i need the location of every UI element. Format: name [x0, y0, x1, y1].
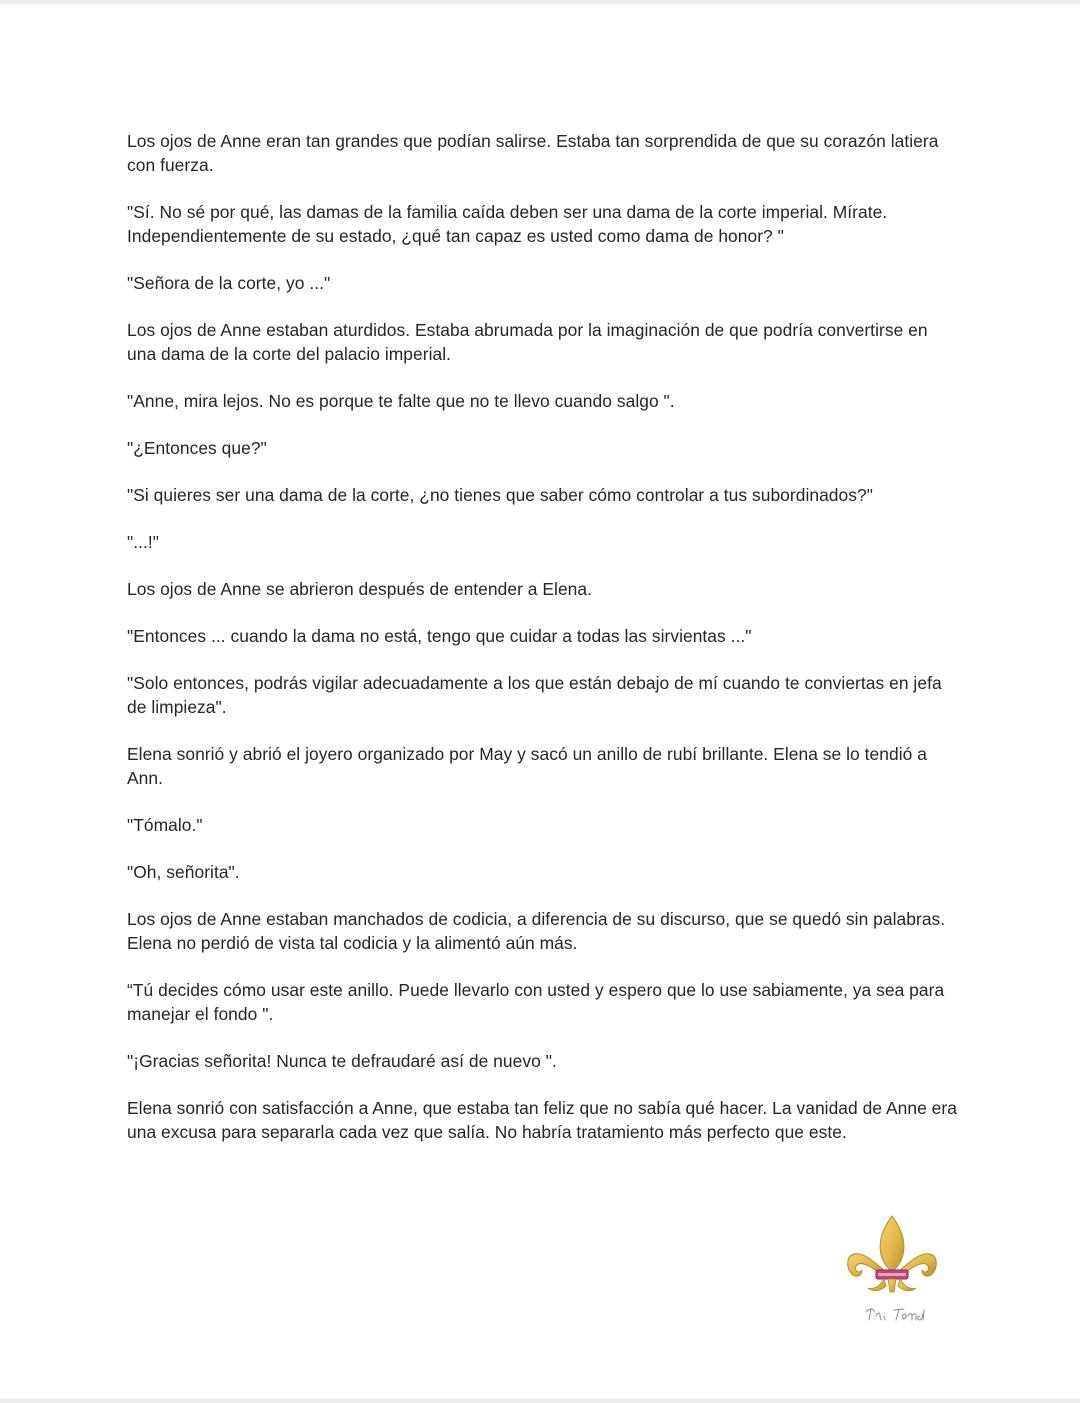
paragraph: Los ojos de Anne estaban manchados de codicia, a diferencia de su discurso, que se quedó sin palabras. Elena no perdió de vista tal codicia y la alimentó aún más.	[127, 909, 946, 953]
paragraph: Los ojos de Anne estaban aturdidos. Estaba abrumada por la imaginación de que podría convertirse en una dama de la corte del palacio imperial.	[127, 320, 928, 364]
fleur-de-lis-logo	[844, 1212, 940, 1332]
paragraph: "Tómalo."	[127, 815, 203, 835]
paragraph: "...!"	[127, 532, 159, 552]
paragraph: "Oh, señorita".	[127, 862, 240, 882]
paragraph: “Tú decides cómo usar este anillo. Puede llevarlo con usted y espero que lo use sabiamente, ya sea para manejar el fondo ".	[127, 980, 945, 1024]
paragraph: "Si quieres ser una dama de la corte, ¿no tienes que saber cómo controlar a tus subordinados?"	[127, 485, 873, 505]
paragraph: Los ojos de Anne eran tan grandes que podían salirse. Estaba tan sorprendida de que su corazón latiera con fuerza.	[127, 131, 939, 175]
paragraph: "Sí. No sé por qué, las damas de la familia caída deben ser una dama de la corte imperial. Mírate. Independientemente de su estado, ¿qué tan capaz es usted como dama de honor? "	[127, 202, 888, 246]
document-body	[127, 129, 957, 1167]
page-bottom-edge	[0, 1399, 1080, 1403]
paragraph: Elena sonrió con satisfacción a Anne, que estaba tan feliz que no sabía qué hacer. La vanidad de Anne era una excusa para separarla cada vez que salía. No habría tratamiento más perfecto que este.	[127, 1098, 957, 1142]
paragraph: "¿Entonces que?"	[127, 438, 267, 458]
paragraph: Los ojos de Anne se abrieron después de entender a Elena.	[127, 579, 593, 599]
paragraph: "Solo entonces, podrás vigilar adecuadamente a los que están debajo de mí cuando te conviertas en jefa de limpieza".	[127, 673, 942, 717]
paragraph: Elena sonrió y abrió el joyero organizado por May y sacó un anillo de rubí brillante. Elena se lo tendió a Ann.	[127, 744, 927, 788]
paragraph: "Anne, mira lejos. No es porque te falte que no te llevo cuando salgo ".	[127, 391, 675, 411]
fleur-de-lis-icon	[844, 1212, 940, 1332]
paragraph: "Señora de la corte, yo ..."	[127, 273, 331, 293]
page-top-edge	[0, 0, 1080, 4]
paragraph: "¡Gracias señorita! Nunca te defraudaré así de nuevo ".	[127, 1051, 557, 1071]
paragraph: "Entonces ... cuando la dama no está, tengo que cuidar a todas las sirvientas ..."	[127, 626, 752, 646]
